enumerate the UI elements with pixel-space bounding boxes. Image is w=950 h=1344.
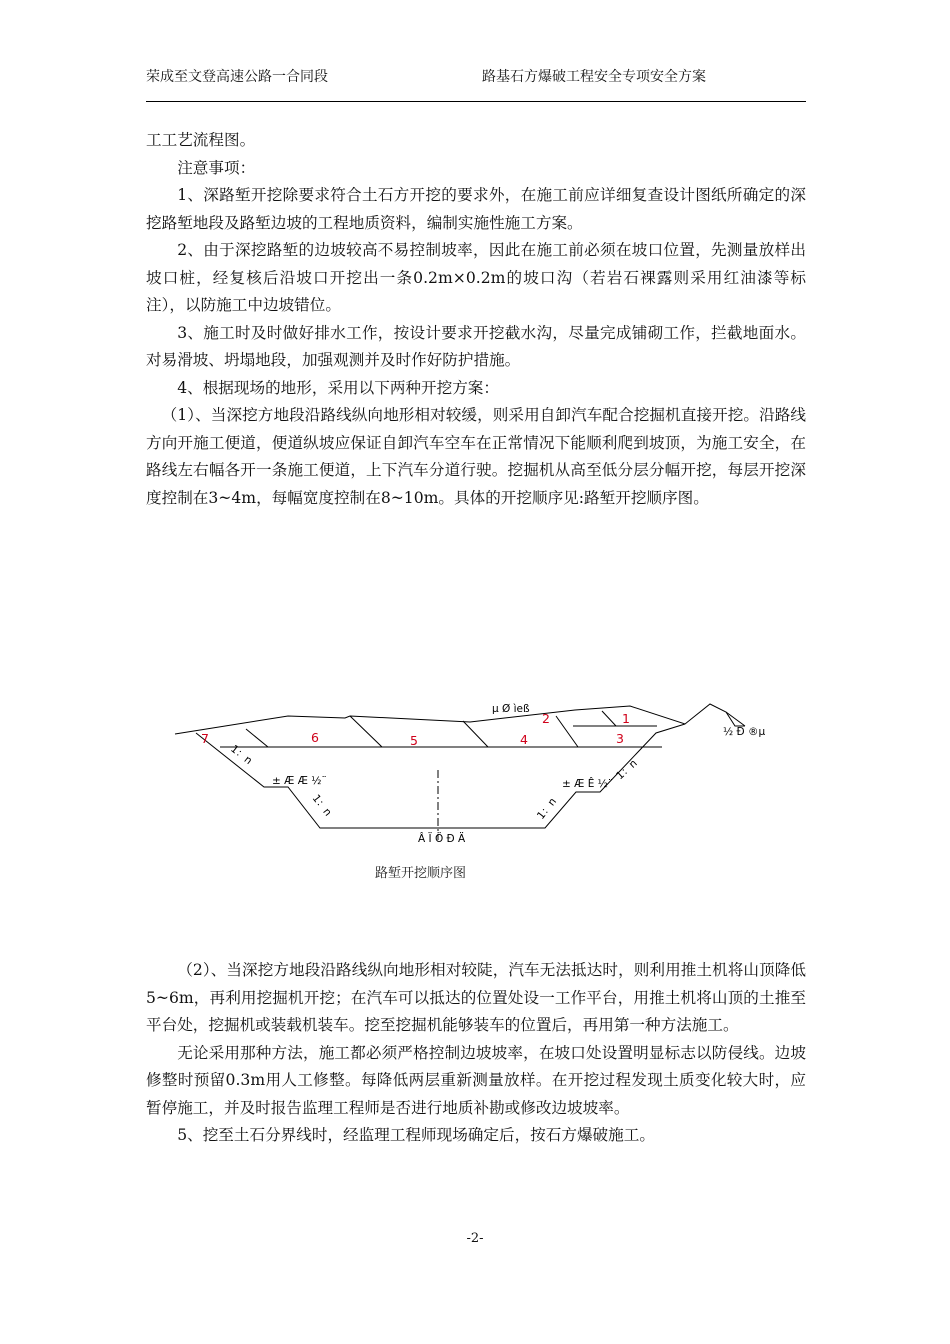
block-number: 6 [311, 730, 319, 745]
slope-label: 1：n [309, 792, 334, 819]
label-left-platform: ± Æ Æ ½¨ [272, 775, 327, 787]
slope-label: 1：n [228, 742, 255, 768]
paragraph: 3、施工时及时做好排水工作，按设计要求开挖截水沟，尽量完成铺砌工作，拦截地面水。对易滑坡、坍塌地段，加强观测并及时作好防护措施。 [146, 323, 806, 369]
page-number: -2- [466, 1231, 484, 1246]
block-divider [350, 716, 382, 747]
block-number: 1 [622, 711, 630, 726]
block-number: 5 [410, 733, 418, 748]
ground-line [175, 704, 745, 734]
header-project-name: 荣成至文登高速公路一合同段 [146, 69, 328, 85]
page-header [146, 66, 806, 96]
header-document-title: 路基石方爆破工程安全专项安全方案 [482, 69, 706, 85]
block-number: 2 [542, 711, 550, 726]
block-number: 7 [201, 731, 209, 746]
block-divider [246, 729, 268, 747]
block-number: 4 [520, 732, 528, 747]
block-number: 3 [616, 731, 624, 746]
body-text-bottom [146, 957, 806, 1150]
label-right-top: ½ Ð ®µ [723, 726, 766, 738]
label-right-platform: ± Æ Ê ½¨ [562, 778, 614, 790]
label-center-bottom: Â Ï Ö Ð Ä [418, 833, 466, 845]
paragraph: 5、挖至土石分界线时，经监理工程师现场确定后，按石方爆破施工。 [177, 1126, 655, 1144]
block-divider [556, 716, 578, 747]
body-text-top [146, 127, 806, 512]
paragraph: （1）、当深挖方地段沿路线纵向地形相对较缓，则采用自卸汽车配合挖掘机直接开挖。沿路线方向开施工便道，便道纵坡应保证自卸汽车空车在正常情况下能顺利爬到坡顶，为施工安全，在路线左右幅各开一条施工便道，上下汽车分道行驶。挖掘机从高至低分层分幅开挖，每层开挖深度控制在3~4m，每幅宽度控制在8~10m。具体的开挖顺序见:路堑开挖顺序图。 [146, 406, 806, 507]
block-divider [602, 711, 616, 726]
cutting-excavation-diagram [170, 688, 790, 858]
paragraph: 注意事项： [177, 158, 256, 177]
slope-label: 1：n [534, 795, 560, 822]
figure-caption: 路堑开挖顺序图 [375, 866, 467, 881]
paragraph: 工工艺流程图。 [146, 131, 256, 149]
paragraph: 无论采用那种方法，施工都必须严格控制边坡坡率，在坡口处设置明显标志以防侵线。边坡修整时预留0.3m用人工修整。每降低两层重新测量放样。在开挖过程发现土质变化较大时，应暂停施工，并及时报告监理工程师是否进行地质补勘或修改边坡坡率。 [146, 1043, 806, 1117]
slope-label: 1：n [613, 757, 640, 783]
paragraph: 1、深路堑开挖除要求符合土石方开挖的要求外，在施工前应详细复查设计图纸所确定的深挖路堑地段及路堑边坡的工程地质资料，编制实施性施工方案。 [146, 186, 806, 232]
paragraph: （2）、当深挖方地段沿路线纵向地形相对较陡，汽车无法抵达时，则利用推土机将山顶降低5~6m，再利用挖掘机开挖；在汽车可以抵达的位置处设一工作平台，用推土机将山顶的土推至平台处，挖掘机或装载机装车。挖至挖掘机能够装车的位置后，再用第一种方法施工。 [146, 961, 806, 1034]
cut-profile [196, 724, 685, 828]
label-top: µ Ø ìeß [492, 703, 530, 715]
block-divider [463, 721, 488, 747]
paragraph: 4、根据现场的地形，采用以下两种开挖方案： [177, 378, 499, 397]
header-divider [146, 101, 806, 102]
paragraph: 2、由于深挖路堑的边坡较高不易控制坡率，因此在施工前必须在坡口位置，先测量放样出坡口桩，经复核后沿坡口开挖出一条0.2m×0.2m的坡口沟（若岩石裸露则采用红油漆等标注），以防施工中边坡错位。 [146, 241, 806, 314]
